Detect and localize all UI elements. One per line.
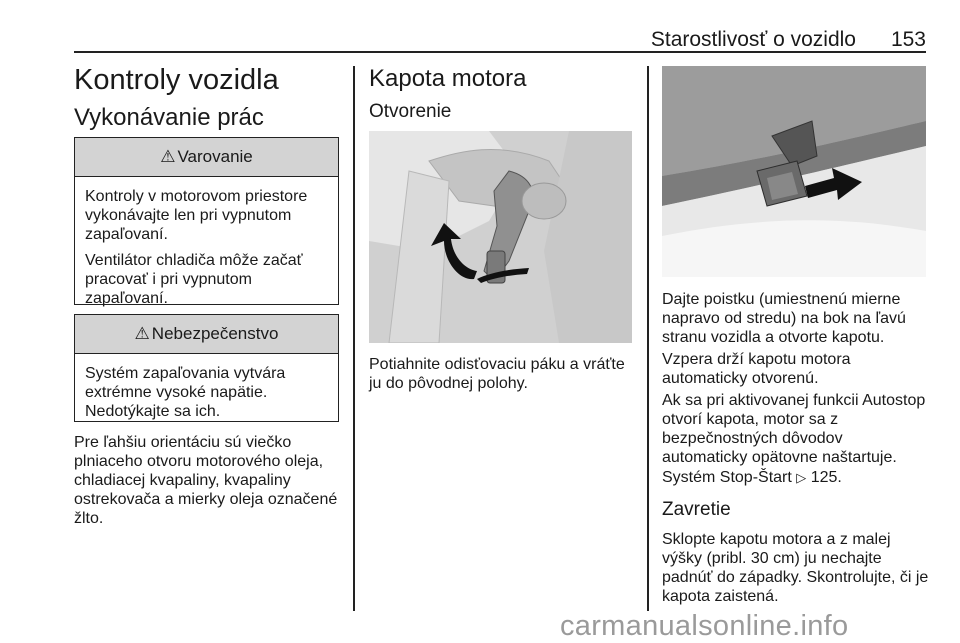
safety-catch-illustration — [662, 66, 926, 277]
warning-box-header — [75, 138, 338, 177]
warning-paragraph: Ventilátor chladiča môže začať pracovať i pri vypnutom zapaľovaní. — [85, 252, 303, 307]
crossref-arrow-icon: ▷ — [796, 470, 807, 485]
right-paragraph: Dajte poistku (umiestnenú mierne napravo od stredu) na bok na ľavú stranu vozidla a otvorte kapotu. — [662, 291, 906, 346]
crossref-text: Systém Stop-Štart — [662, 469, 792, 486]
watermark: carmanualsonline.info — [560, 610, 849, 642]
section-subtitle: Vykonávanie prác — [74, 104, 264, 131]
header-rule — [74, 51, 926, 53]
right-paragraph: Ak sa pri aktivovanej funkcii Autostop otvorí kapota, motor sa z bezpečnostných dôvodov automaticky opätovne naštartuje. — [662, 392, 926, 466]
lever-caption: Potiahnite odisťovaciu páku a vráťte ju do pôvodnej polohy. — [369, 356, 625, 392]
column-divider-1 — [353, 66, 355, 611]
orientation-text: Pre ľahšiu orientáciu sú viečko plniaceho otvoru motorového oleja, chladiacej kvapaliny, kvapaliny ostrekovača a mierky oleja označené žlto. — [74, 434, 338, 527]
warning-heading: Varovanie — [177, 147, 253, 166]
crossref-page: 125. — [810, 469, 842, 486]
closing-text: Sklopte kapotu motora a z malej výšky (pribl. 30 cm) ju nechajte padnúť do západky. Skontrolujte, či je kapota zaistená. — [662, 531, 929, 605]
danger-heading: Nebezpečenstvo — [151, 324, 279, 343]
danger-box — [74, 314, 339, 422]
running-header-title: Starostlivosť o vozidlo — [650, 28, 856, 51]
warning-paragraph: Kontroly v motorovom priestore vykonávajte len pri vypnutom zapaľovaní. — [85, 188, 308, 243]
release-lever-illustration — [369, 131, 632, 343]
page-number: 153 — [890, 28, 926, 51]
danger-box-header — [75, 315, 338, 354]
crossref-line — [662, 468, 930, 487]
hood-title: Kapota motora — [369, 65, 527, 92]
warning-triangle-icon: ⚠ — [160, 147, 176, 166]
warning-box — [74, 137, 339, 305]
opening-subtitle: Otvorenie — [369, 101, 452, 122]
warning-triangle-icon: ⚠ — [134, 324, 150, 343]
danger-paragraph: Systém zapaľovania vytvára extrémne vysoké napätie. Nedotýkajte sa ich. — [85, 365, 286, 420]
right-paragraph: Vzpera drží kapotu motora automaticky otvorenú. — [662, 351, 851, 387]
section-title: Kontroly vozidla — [74, 64, 279, 96]
column-divider-2 — [647, 66, 649, 611]
closing-title: Zavretie — [662, 499, 731, 520]
